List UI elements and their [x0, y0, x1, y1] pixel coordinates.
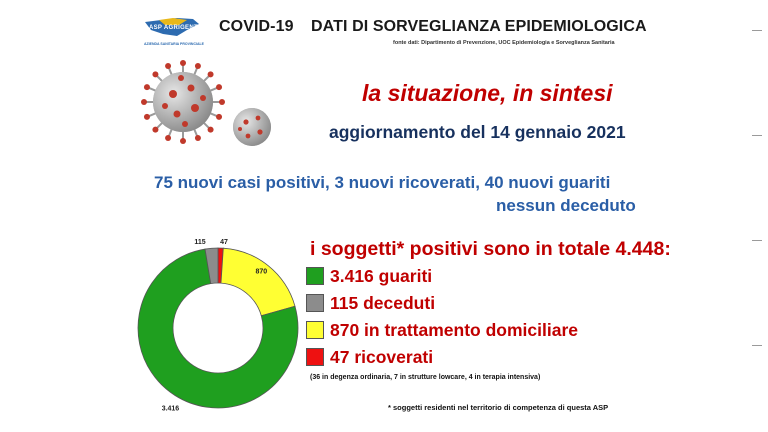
virus-spike-tip — [216, 84, 222, 90]
left-frame — [0, 0, 125, 432]
update-date: aggiornamento del 14 gennaio 2021 — [329, 122, 626, 142]
virus-spike-tip — [165, 135, 171, 141]
edge-marker — [752, 240, 762, 241]
coronavirus-small-icon — [224, 99, 280, 155]
edge-marker — [752, 135, 762, 136]
virus-spike-tip — [208, 127, 214, 133]
data-source: fonte dati: Dipartimento di Prevenzione, UOC Epidemiologia e Sorveglianza Sanitaria — [393, 40, 615, 46]
summary-title: la situazione, in sintesi — [362, 80, 613, 106]
virus-spike-tip — [165, 63, 171, 69]
header-left: COVID-19 — [219, 18, 294, 35]
residents-footnote: * soggetti residenti nel territorio di competenza di questa ASP — [388, 403, 609, 412]
total-positives: i soggetti* positivi sono in totale 4.448: — [310, 238, 671, 260]
legend-label-guariti: 3.416 guariti — [330, 266, 433, 286]
positives-donut-chart — [133, 220, 303, 420]
coronavirus-large-icon — [138, 58, 228, 146]
header-title: DATI DI SORVEGLIANZA EPIDEMIOLOGICA — [311, 18, 647, 35]
daily-news-line1: 75 nuovi casi positivi, 3 nuovi ricoverati, 40 nuovi guariti — [154, 173, 611, 192]
virus-spike-tip — [152, 127, 158, 133]
legend-swatch-domiciliare — [306, 321, 324, 339]
virus-spike-tip — [195, 63, 201, 69]
right-frame — [663, 0, 768, 432]
donut-label-in: 870 — [255, 268, 268, 276]
logo-name: ASP AGRIGENTO — [149, 25, 203, 31]
virus-spike-tip — [216, 114, 222, 120]
virus-spike-tip — [180, 60, 186, 66]
legend-label-domiciliare: 870 in trattamento domiciliare — [330, 320, 578, 340]
virus-spike-tip — [180, 138, 186, 144]
edge-marker — [752, 345, 762, 346]
virus-spike-tip — [195, 135, 201, 141]
virus-spike-tip — [144, 84, 150, 90]
legend-swatch-ricoverati — [306, 348, 324, 366]
legend-label-deceduti: 115 deceduti — [330, 293, 436, 313]
legend-label-ricoverati: 47 ricoverati — [330, 347, 434, 367]
virus-spike-tip — [208, 71, 214, 77]
logo-subtitle: AZIENDA SANITARIA PROVINCIALE — [144, 42, 204, 46]
hospital-breakdown-note: (36 in degenza ordinaria, 7 in strutture lowcare, 4 in terapia intensiva) — [310, 374, 541, 381]
edge-marker — [752, 30, 762, 31]
virus-spike-tip — [144, 114, 150, 120]
virus-spike-tip — [152, 71, 158, 77]
legend-swatch-deceduti — [306, 294, 324, 312]
donut-label-ricoverati: 47 — [220, 239, 228, 246]
donut-label-guariti: 3.416 — [161, 405, 180, 413]
virus-spike-tip — [141, 99, 147, 105]
daily-news-line2: nessun deceduto — [496, 196, 636, 215]
asp-logo — [143, 16, 203, 52]
legend-swatch-guariti — [306, 267, 324, 285]
donut-label-deceduti: 115 — [194, 239, 206, 246]
donut-slice-in — [221, 248, 295, 316]
bottom-frame — [0, 416, 768, 432]
